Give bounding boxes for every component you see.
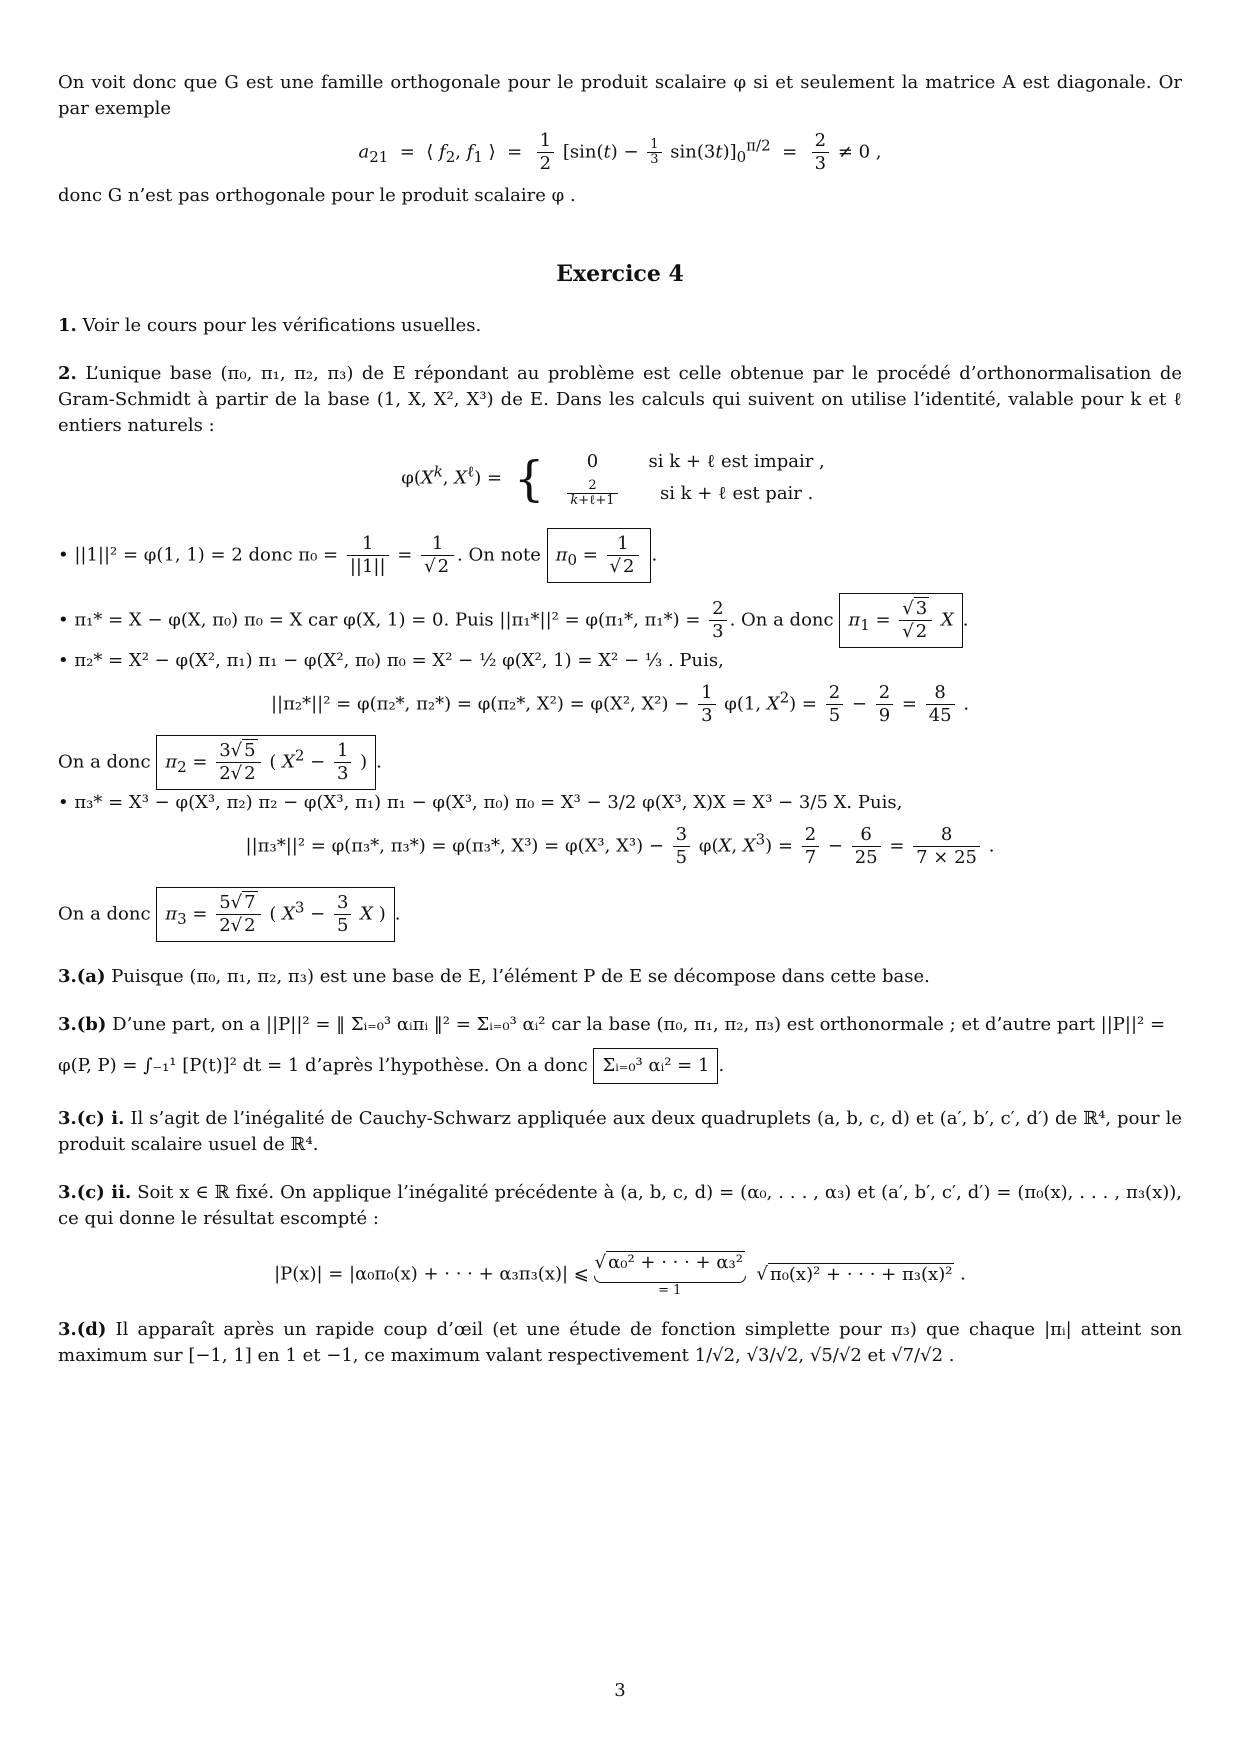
q3ci-label: 3.(c) i. [58, 1108, 125, 1129]
q3d [58, 1317, 1182, 1369]
cs-sqrt2: π₀(x)² + · · · + π₃(x)² [769, 1263, 953, 1285]
bullet-pi1-note: . On a donc [729, 609, 834, 631]
intro-line1: On voit donc que G est une famille orthogonale pour le produit scalaire φ si et seulement la matrice A est diagonale. Or par exemple [58, 72, 1182, 119]
q3b [58, 1012, 1182, 1038]
boxed-pi0: $\pi_0$ = $\frac{1}{√ 2}$ [547, 528, 652, 583]
bullet-pi0-text: ||1||² = φ(1, 1) = 2 donc π₀ = [74, 544, 339, 566]
cs-underbrace-label: = 1 [658, 1283, 682, 1298]
bullet-pi1: • π₁* = X − φ(X, π₀) π₀ = X car φ(X, 1) = 0. Puis ||π₁*||² = φ(π₁*, π₁*) = $\frac{2}{3}$ . On a donc $\pi_1$ = $\frac{√ 3}{√ 2}$ X . [58, 593, 1182, 648]
conclude-pi3: On a donc $\pi_3$ = $\frac{5√ 7}{2√ 2}$ ( $X^3$ − $\frac{3}{5}$ X ) . [58, 887, 1182, 942]
q3cii [58, 1180, 1182, 1232]
boxed-pi1: $\pi_1$ = $\frac{√ 3}{√ 2}$ X [839, 593, 962, 648]
conclude-pi3-text: On a donc [58, 903, 151, 925]
q3cii-text: Soit x ∈ ℝ fixé. On applique l’inégalité précédente à (a, b, c, d) = (α₀, . . . , α₃) et (a′, b′, c′, d′) = (π₀(x), . . . , π₃(x)), ce qui donne le résultat escompté : [58, 1182, 1182, 1229]
conclude-pi2: On a donc $\pi_2$ = $\frac{3√ 5}{2√ 2}$ ( $X^2$ − $\frac{1}{3}$ ) . [58, 735, 1182, 790]
norm-pi2-lhs: ||π₂*||² = φ(π₂*, π₂*) = φ(π₂*, X²) = φ(X², X²) − [270, 693, 690, 715]
case1-condition: si k + ℓ est impair , [648, 451, 825, 472]
boxed-pi3: $\pi_3$ = $\frac{5√ 7}{2√ 2}$ ( $X^3$ − $\frac{3}{5}$ X ) [156, 887, 394, 942]
q3d-label: 3.(d) [58, 1319, 107, 1340]
intro-line2: donc G n’est pas orthogonale pour le produit scalaire φ . [58, 185, 576, 206]
bullet-pi0-note: . On note [457, 544, 541, 566]
q3b-label: 3.(b) [58, 1014, 107, 1035]
norm-pi2-equation: ||π₂*||² = φ(π₂*, π₂*) = φ(π₂*, X²) = φ(X², X²) − $\frac{1}{3}$ φ(1, $X^2$) = $\frac{2}{5}$ − $\frac{2}{9}$ = $\frac{8}{45}$ . [270, 682, 970, 726]
q3b-text1: D’une part, on a ||P||² = ‖ Σᵢ₌₀³ αᵢπᵢ ‖² = Σᵢ₌₀³ αᵢ² car la base (π₀, π₁, π₂, π₃) est orthonormale ; et d’autre part ||P||² = [112, 1014, 1166, 1035]
q3b-line2: φ(P, P) = ∫₋₁¹ [P(t)]² dt = 1 d’après l’hypothèse. On a donc Σᵢ₌₀³ αᵢ² = 1 . [58, 1048, 1182, 1084]
q3a-text: Puisque (π₀, π₁, π₂, π₃) est une base de E, l’élément P de E se décompose dans cette base. [111, 966, 930, 987]
q3d-text: Il apparaît après un rapide coup d’œil (et une étude de fonction simplette pour π₃) que chaque |πᵢ| atteint son maximum sur [−1, 1] en 1 et −1, ce maximum valant respectivement [58, 1319, 1182, 1366]
cs-lhs: |P(x)| = |α₀π₀(x) + · · · + α₃π₃(x)| ⩽ [274, 1263, 589, 1285]
case1-value: 0 [586, 451, 599, 472]
q3a-label: 3.(a) [58, 966, 106, 987]
q1-label: 1. [58, 315, 77, 336]
bullet-pi2-text: π₂* = X² − φ(X², π₁) π₁ − φ(X², π₀) π₀ = X² − ½ φ(X², 1) = X² − ⅓ . Puis, [74, 650, 724, 671]
q2-text: L’unique base (π₀, π₁, π₂, π₃) de E répondant au problème est celle obtenue par le procédé d’orthonormalisation de Gram-Schmidt à partir de la base (1, X, X², X³) de E. Dans les calculs qui suivent on utilise l’identité, valable pour k et ℓ entiers naturels : [58, 363, 1182, 436]
conclude-pi2-text: On a donc [58, 751, 151, 773]
bullet-pi2: • π₂* = X² − φ(X², π₁) π₁ − φ(X², π₀) π₀ = X² − ½ φ(X², 1) = X² − ⅓ . Puis, [58, 650, 724, 671]
q3a [58, 964, 1182, 990]
cs-sqrt1: α₀² + · · · + α₃² [608, 1252, 743, 1273]
q3cii-label: 3.(c) ii. [58, 1182, 132, 1203]
bullet-pi0: • ||1||² = φ(1, 1) = 2 donc π₀ = $\frac{1}{||1||}$ = $\frac{1}{√ 2}$ . On note $\pi_0$ = $\frac{1}{√ 2}$ . [58, 528, 1182, 583]
bullet-pi3: • π₃* = X³ − φ(X³, π₂) π₂ − φ(X³, π₁) π₁ − φ(X³, π₀) π₀ = X³ − 3/2 φ(X³, X)X = X³ − 3/5 X. Puis, [58, 792, 903, 813]
norm-pi3-equation: ||π₃*||² = φ(π₃*, π₃*) = φ(π₃*, X³) = φ(X³, X³) − $\frac{3}{5}$ φ(X, $X^3$) = $\frac{2}{7}$ − $\frac{6}{25}$ = $\frac{8}{7 \times 25}$ . [245, 824, 995, 868]
cs-underbrace: √ α₀² + · · · + α₃² = 1 [595, 1250, 745, 1299]
bullet-pi3-text: π₃* = X³ − φ(X³, π₂) π₂ − φ(X³, π₁) π₁ − φ(X³, π₀) π₀ = X³ − 3/2 φ(X³, X)X = X³ − 3/5 X. Puis, [74, 792, 903, 813]
q1 [58, 313, 1182, 339]
case2-condition: si k + ℓ est pair . [659, 482, 814, 504]
section-title: Exercice 4 [556, 261, 684, 287]
boxed-sum-alpha: Σᵢ₌₀³ αᵢ² = 1 [593, 1048, 718, 1084]
bullet-pi1-text: π₁* = X − φ(X, π₀) π₀ = X car φ(X, 1) = 0. Puis ||π₁*||² = φ(π₁*, π₁*) = [74, 609, 701, 631]
q2-identity: $\varphi(X^k$, $X^\ell$) = { 0 si k + ℓ est impair , $\frac{2}{\text{k+ℓ+1}}$ si k + ℓ est pair . [58, 447, 1182, 510]
q1-text: Voir le cours pour les vérifications usuelles. [82, 315, 482, 336]
q3ci-text: Il s’agit de l’inégalité de Cauchy-Schwarz appliquée aux deux quadruplets (a, b, c, d) et (a′, b′, c′, d′) de ℝ⁴, pour le produit scalaire usuel de ℝ⁴. [58, 1108, 1182, 1155]
page-number: 3 [614, 1680, 626, 1701]
norm-pi3-lhs: ||π₃*||² = φ(π₃*, π₃*) = φ(π₃*, X³) = φ(X³, X³) − [245, 835, 664, 857]
q3d-values: 1/√2, √3/√2, √5/√2 et √7/√2 . [694, 1345, 955, 1366]
q2-label: 2. [58, 363, 77, 384]
intro-equation: $a_{21}$ = ⟨ $f_2$, $f_1$ ⟩ = $\frac{1}{2}$ [sin(t) − $\frac{1}{3}$ $\sin(3t)]_0^{\pi/2}$ = $\frac{2}{3}$ ≠ 0 , [358, 130, 882, 174]
q2 [58, 361, 1182, 439]
q3ci [58, 1106, 1182, 1158]
cauchy-schwarz-equation: |P(x)| = |α₀π₀(x) + · · · + α₃π₃(x)| ⩽ √ α₀² + · · · + α₃² = 1 √ π₀(x)² + · · · + π₃(x)² . [274, 1252, 966, 1298]
q3b-text2: φ(P, P) = ∫₋₁¹ [P(t)]² dt = 1 d’après l’hypothèse. On a donc [58, 1055, 588, 1076]
page-content [58, 70, 1182, 1369]
boxed-pi2: $\pi_2$ = $\frac{3√ 5}{2√ 2}$ ( $X^2$ − $\frac{1}{3}$ ) [156, 735, 376, 790]
